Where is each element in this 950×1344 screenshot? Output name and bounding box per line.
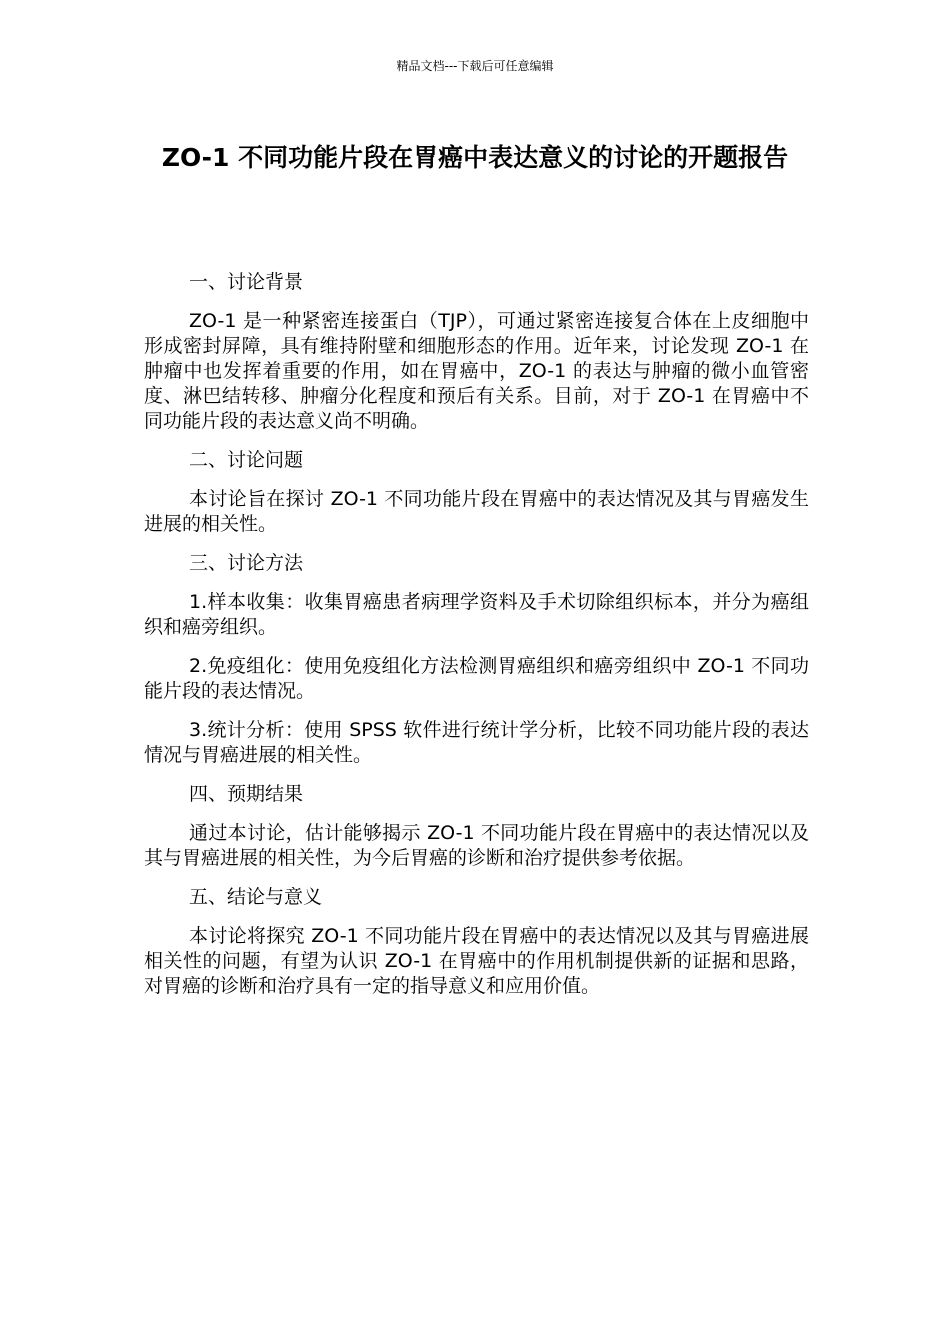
- paragraph: 本讨论旨在探讨 ZO-1 不同功能片段在胃癌中的表达情况及其与胃癌发生进展的相关性。: [144, 488, 809, 535]
- section-heading: 一、讨论背景: [189, 271, 304, 293]
- document-title: ZO-1 不同功能片段在胃癌中表达意义的讨论的开题报告: [161, 143, 789, 172]
- document-body: [144, 270, 809, 1013]
- paragraph: ZO-1 是一种紧密连接蛋白（TJP），可通过紧密连接复合体在上皮细胞中形成密封屏障，具有维持附壁和细胞形态的作用。近年来，讨论发现 ZO-1 在肿瘤中也发挥着重要的作用，如在胃癌中，ZO-1 的表达与肿瘤的微小血管密度、淋巴结转移、肿瘤分化程度和预后有关系。目前，对于 ZO-1 在胃癌中不同功能片段的表达意义尚不明确。: [144, 310, 809, 432]
- paragraph: 本讨论将探究 ZO-1 不同功能片段在胃癌中的表达情况以及其与胃癌进展相关性的问题，有望为认识 ZO-1 在胃癌中的作用机制提供新的证据和思路，对胃癌的诊断和治疗具有一定的指导意义和应用价值。: [144, 925, 809, 997]
- paragraph: 2.免疫组化：使用免疫组化方法检测胃癌组织和癌旁组织中 ZO-1 不同功能片段的表达情况。: [144, 655, 809, 702]
- section-conclusion: [144, 885, 809, 999]
- section-heading: 三、讨论方法: [189, 552, 304, 574]
- section-heading: 二、讨论问题: [189, 449, 304, 471]
- section-question: [144, 448, 809, 537]
- paragraph: 1.样本收集：收集胃癌患者病理学资料及手术切除组织标本，并分为癌组织和癌旁组织。: [144, 591, 809, 638]
- page-header: 精品文档---下载后可任意编辑: [396, 59, 554, 73]
- section-background: [144, 270, 809, 434]
- paragraph: 通过本讨论，估计能够揭示 ZO-1 不同功能片段在胃癌中的表达情况以及其与胃癌进展的相关性，为今后胃癌的诊断和治疗提供参考依据。: [144, 822, 809, 869]
- section-heading: 五、结论与意义: [189, 886, 323, 908]
- paragraph: 3.统计分析：使用 SPSS 软件进行统计学分析，比较不同功能片段的表达情况与胃癌进展的相关性。: [144, 719, 809, 766]
- section-heading: 四、预期结果: [189, 783, 304, 805]
- section-expected-results: [144, 782, 809, 871]
- section-methods: [144, 551, 809, 768]
